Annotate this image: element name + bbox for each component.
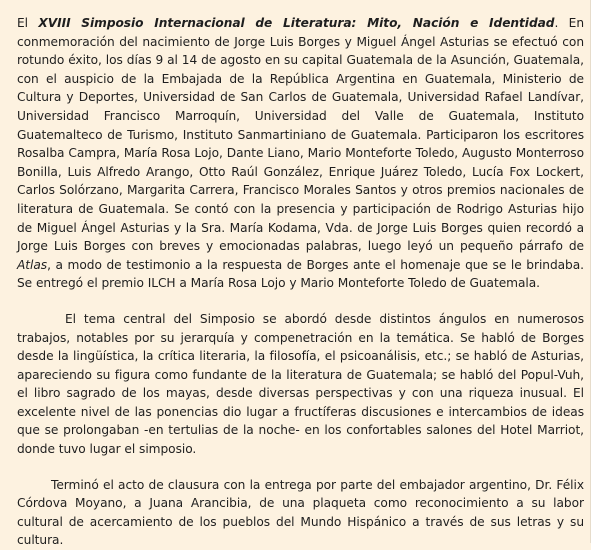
symposium-title: XVIII Simposio Internacional de Literatura: Mito, Nación e Identidad <box>38 16 555 30</box>
intro-text: El <box>17 16 39 30</box>
summary-text-a: . En conmemoración del nacimiento de Jorge Luis Borges y Miguel Ángel Asturias se efectuó con rotundo éxito, los días 9 al 14 de agosto en su capital Guatemala de la Asunción, Guatemala, con el auspicio de la Embajada de la República Argentina en Guatemala, Ministerio de Cultura y Deportes, Universidad de San Carlos de Guatemala, Universidad Rafael Landívar, Universidad Francisco Marroquín, Universidad del Valle de Guatemala, Instituto Guatemalteco de Turismo, Instituto Sanmartiniano de Guatemala. Participaron los escritores Rosalba Campra, María Rosa Lojo, Dante Liano, Mario Monteforte Toledo, Augusto Monterroso Bonilla, Luis Alfredo Arango, Otto Raúl González, Enrique Juárez Toledo, Lucía Fox Lockert, Carlos Solórzano, Margarita Carrera, Francisco Morales Santos y otros premios nacionales de literatura de Guatemala. Se contó con la presencia y participación de Rodrigo Asturias hijo de Miguel Ángel Asturias y la Sra. María Kodama, Vda. de Jorge Luis Borges quien recordó a Jorge Luis Borges con breves y emocionadas palabras, luego leyó un pequeño párrafo de <box>17 16 584 254</box>
book-title-atlas: Atlas <box>17 257 48 272</box>
summary-text-b: , a modo de testimonio a la respuesta de Borges ante el homenaje que se le brindaba. Se entregó el premio ILCH a María Rosa Lojo y Mario Monteforte Toledo de Guatemala. <box>17 257 584 291</box>
paragraph-symposium-summary <box>17 14 584 293</box>
paragraph-closing-ceremony: Terminó el acto de clausura con la entrega por parte del embajador argentino, Dr. Félix Córdova Moyano, a Juana Arancibia, de una plaqueta como reconocimiento a su labor cultural de acercamiento de los pueblos del Mundo Hispánico a través de sus letras y su cultura. <box>17 477 584 548</box>
paragraph-central-theme: El tema central del Simposio se abordó desde distintos ángulos en numerosos trabajos, notables por su jerarquía y compenetración en la temática. Se habló de Borges desde la lingüística, la crítica literaria, la filosofía, el psicoanálisis, etc.; se habló de Asturias, apareciendo su figura como fundante de la literatura de Guatemala; se habló del Popul-Vuh, el libro sagrado de los mayas, desde diversas perspectivas y con una riqueza inusual. El excelente nivel de las ponencias dio lugar a fructíferas discusiones e intercambios de ideas que se prolongaban -en tertulias de la noche- en los confortables salones del Hotel Marriot, donde tuvo lugar el simposio. <box>17 311 584 457</box>
